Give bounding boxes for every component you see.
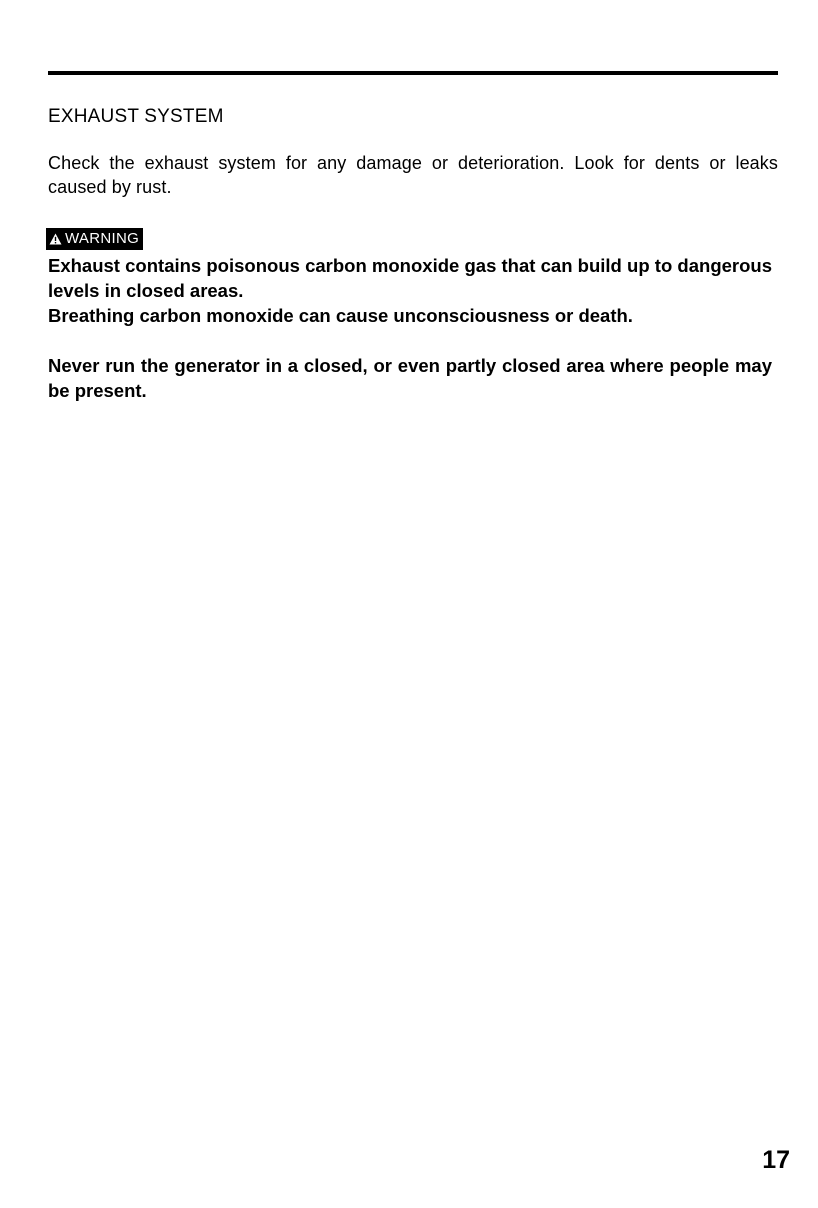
warning-triangle-icon xyxy=(49,233,62,245)
top-rule xyxy=(48,71,778,75)
section-body-text: Check the exhaust system for any damage or deterioration. Look for dents or leaks caused by rust. xyxy=(48,153,778,197)
warning-paragraph: Breathing carbon monoxide can cause unconsciousness or death. xyxy=(48,305,633,326)
section-title: EXHAUST SYSTEM xyxy=(48,106,224,127)
warning-badge xyxy=(46,228,143,250)
warning-paragraph: Exhaust contains poisonous carbon monoxide gas that can build up to dangerous levels in closed areas. xyxy=(48,255,772,301)
warning-label: WARNING xyxy=(65,230,140,247)
warning-paragraph: Never run the generator in a closed, or even partly closed area where people may be present. xyxy=(48,355,772,401)
page-number: 17 xyxy=(762,1146,790,1174)
